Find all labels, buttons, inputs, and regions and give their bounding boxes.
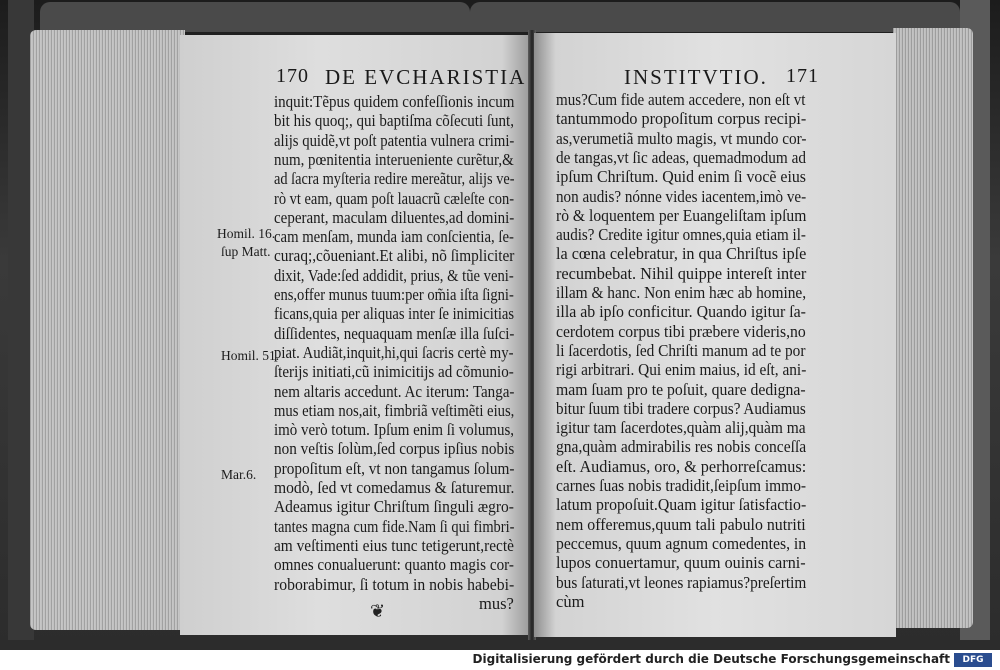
right-page-number: 171 bbox=[786, 65, 819, 87]
text-line: propoſitum eſt, vt non tangamus ſolum- bbox=[274, 458, 515, 478]
text-line: illa ab ipſo conficitur. Quando igitur ſa- bbox=[556, 302, 806, 322]
text-line: la cœna celebratur, in qua Chriſtus ipſe bbox=[556, 244, 807, 264]
text-line: diſſidentes, nequaquam menſæ illa ſuſci- bbox=[274, 323, 515, 343]
text-line: dixit, Vade:ſed addidit, prius, & tũe veni- bbox=[274, 265, 514, 285]
text-line: curaq;,cõueniant.Et alibi, nõ ſimpliciter bbox=[274, 246, 515, 266]
text-line: non veſtis ſolùm,ſed corpus ipſius nobis bbox=[274, 439, 515, 459]
text-line: illam & hanc. Non enim hæc ab homine, bbox=[556, 283, 807, 302]
text-line: li ſacerdotis, ſed Chriſti manum ad te por bbox=[556, 340, 806, 360]
text-line: mus? bbox=[479, 593, 514, 613]
text-line: ens,offer munus tuum:per om̃ia iſta ſigni- bbox=[274, 285, 514, 304]
margin-note: Mar.6. bbox=[221, 467, 257, 482]
book-cover-top bbox=[40, 2, 470, 32]
text-line: recumbebat. Nihil quippe intereſt inter bbox=[556, 263, 807, 283]
text-line: eſt. Audiamus, oro, & perhorreſcamus: bbox=[556, 456, 807, 476]
text-line: alijs quidẽ,vt poſt patentia vulnera crimi- bbox=[274, 130, 515, 150]
text-line: num, pœnitentia interueniente curẽtur,& bbox=[274, 149, 514, 169]
right-running-head: INSTITVTIO. bbox=[624, 65, 768, 89]
text-line: piat. Audiãt,inquit,hi,qui ſacris certè my- bbox=[274, 342, 514, 362]
margin-note: Homil. 16. bbox=[217, 226, 276, 241]
text-line: nem altaris accedunt. Ac iterum: Tanga- bbox=[274, 381, 515, 401]
text-line: nem offeremus,quum tali pabulo nutriti bbox=[556, 514, 806, 534]
margin-note: Homil. 51. bbox=[221, 348, 280, 363]
text-line: carnes ſuas nobis tradidit,ſeipſum immo- bbox=[556, 476, 807, 495]
text-line: Adeamus igitur Chriſtum ſinguli ægro- bbox=[274, 497, 514, 517]
text-line: cùm bbox=[556, 591, 585, 611]
text-line: mus?Cum fide autem accedere, non eſt vt bbox=[556, 90, 806, 109]
text-line: am veſtimenti eius tunc tetigerunt,rectè bbox=[274, 535, 514, 555]
text-line: cerdotem corpus tibi præbere videris,no bbox=[556, 321, 806, 341]
printer-ornament: ❦ bbox=[370, 601, 386, 621]
text-line: mus etiam nos,ait, fimbriã veſtimẽti eius, bbox=[274, 400, 515, 420]
left-page bbox=[180, 35, 530, 635]
right-page-edges bbox=[893, 28, 973, 628]
text-line: ad ſacra myſteria redire mereãtur, alijs ve- bbox=[274, 169, 515, 189]
margin-note: ſup Matt. bbox=[221, 244, 271, 259]
text-line: tantummodo propoſitum corpus recipi- bbox=[556, 109, 807, 129]
text-line: peccemus, quum agnum comedentes, in bbox=[556, 533, 807, 553]
left-running-head: DE EVCHARISTIA bbox=[325, 65, 527, 89]
left-page-number: 170 bbox=[276, 65, 309, 87]
text-line: de tangas,vt ſic adeas, quemadmodum ad bbox=[556, 147, 806, 167]
text-line: bitur ſuum tibi tradere corpus? Audiamus bbox=[556, 398, 806, 418]
text-line: non audis? nónne vides iacentem,imò ve- bbox=[556, 186, 807, 206]
left-page-edges bbox=[30, 30, 185, 630]
text-line: rò & loquentem per Euangeliſtam ipſum bbox=[556, 205, 807, 225]
footer-credit: Digitalisierung gefördert durch die Deutsche Forschungsgemeinschaft bbox=[472, 652, 950, 666]
right-page bbox=[534, 33, 896, 637]
text-line: imò verò totum. Ipſum enim ſi volumus, bbox=[274, 420, 515, 440]
text-line: as,verumetiã multo magis, vt mundo cor- bbox=[556, 128, 807, 148]
text-line: lupos conuertamur, quum ouinis carni- bbox=[556, 553, 806, 573]
dfg-logo: DFG bbox=[954, 653, 992, 667]
text-line: ſterijs initiati,cũ inimicitijs ad cõmunio- bbox=[274, 362, 514, 382]
text-line: modò, ſed vt comedamus & ſaturemur. bbox=[274, 478, 515, 497]
text-line: rigi arbitrari. Qui enim maius, id eſt, ani- bbox=[556, 360, 807, 380]
text-line: bus ſaturati,vt leones rapiamus?preſertim bbox=[556, 572, 807, 592]
text-line: ficans,quia per aliquas inter ſe inimicitias bbox=[274, 304, 515, 324]
text-line: tantes magna cum fide.Nam ſi qui fimbri- bbox=[274, 516, 515, 536]
text-line: roborabimur, ſi totum in nobis habebi- bbox=[274, 574, 515, 594]
text-line: rò vt eam, quam poſt lauacrũ cæleſte con- bbox=[274, 188, 515, 208]
book-cover-top-right bbox=[470, 2, 960, 32]
text-line: bit his quoq;, qui baptiſma cõſecuti ſunt, bbox=[274, 111, 514, 131]
text-line: ceperant, maculam diluentes,ad domini- bbox=[274, 207, 515, 227]
text-line: omnes conualuerunt: quanto magis cor- bbox=[274, 555, 514, 575]
text-line: gna,quàm admirabilis res nobis conceſſa bbox=[556, 437, 807, 457]
text-line: cam menſam, munda iam conſcientia, ſe- bbox=[274, 227, 514, 247]
text-line: igitur tam ſacerdotes,quàm alij,quàm ma bbox=[556, 418, 806, 438]
text-line: latum propoſuit.Quam igitur ſatisfactio- bbox=[556, 495, 807, 515]
text-line: ipſum Chriſtum. Quid enim ſi vocẽ eius bbox=[556, 167, 806, 187]
digitization-footer bbox=[0, 650, 1000, 670]
text-line: inquit:Tẽpus quidem confeſſionis incum bbox=[274, 92, 515, 111]
text-line: mam ſuam pro te poſuit, quare dedigna- bbox=[556, 379, 806, 399]
text-line: audis? Credite igitur omnes,quia etiam il- bbox=[556, 225, 806, 245]
